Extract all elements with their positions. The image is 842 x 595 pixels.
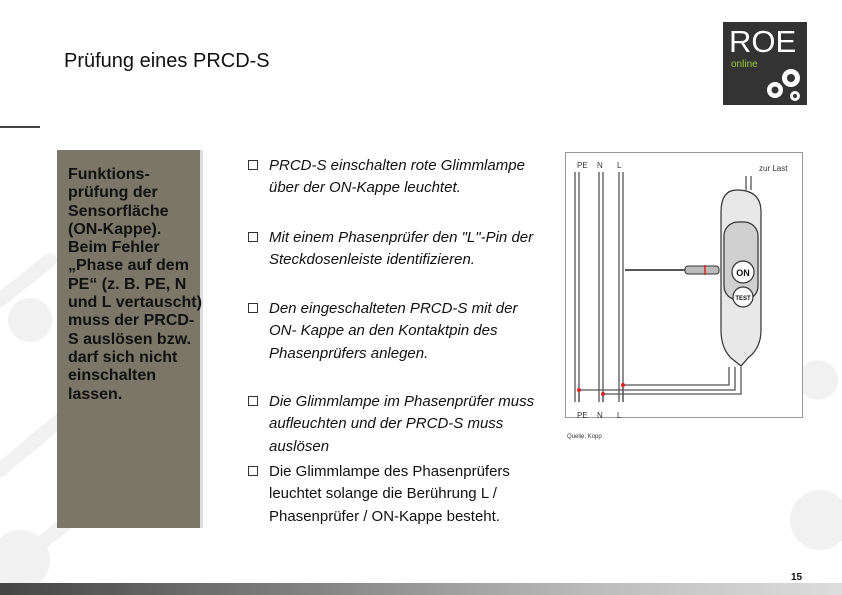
page-number: 15 [791, 572, 803, 583]
gear-cluster-icon [761, 60, 805, 104]
label-l-top: L [617, 161, 622, 170]
sidebox-text: Funktions-prüfung der Sensorfläche (ON-Kappe). Beim Fehler „Phase auf dem PE“ (z. B. PE, N und L vertauscht) muss der PRCD-S auslösen bzw. darf sich nicht einschalten lassen. [68, 166, 202, 403]
logo-main-text: ROE [729, 24, 797, 59]
roe-online-logo [723, 22, 807, 105]
test-button-label: TEST [735, 296, 751, 302]
label-l-bottom: L [617, 411, 622, 420]
checkbox-bullet-icon [248, 466, 258, 476]
checkbox-bullet-icon [248, 160, 258, 170]
label-load: zur Last [759, 164, 788, 173]
list-item [248, 155, 539, 200]
list-item [248, 298, 524, 365]
checkbox-bullet-icon [248, 303, 258, 313]
diagram-source: Quelle: Kopp [567, 434, 602, 440]
on-button-label: ON [736, 268, 750, 278]
list-item [248, 227, 534, 272]
list-item-text: Die Glimmlampe des Phasenprüfers leuchtet solange die Berührung L / Phasenprüfer / ON-Kappe besteht. [269, 463, 510, 525]
list-item-text: Mit einem Phasenprüfer den "L"-Pin der Steckdosenleiste identifizieren. [269, 229, 534, 269]
slide-title: Prüfung eines PRCD-S [64, 50, 270, 72]
label-n-bottom: N [597, 411, 603, 420]
logo-sub-text: online [731, 59, 758, 70]
title-divider [0, 126, 40, 128]
info-sidebox [57, 150, 203, 528]
prcd-s-wiring-diagram [565, 152, 803, 442]
checkbox-bullet-icon [248, 232, 258, 242]
label-pe-bottom: PE [577, 411, 588, 420]
list-item-text: Die Glimmlampe im Phasenprüfer muss aufleuchten und der PRCD-S muss auslösen [269, 393, 535, 455]
label-pe-top: PE [577, 161, 588, 170]
list-item-text: Den eingeschalteten PRCD-S mit der ON- Kappe an den Kontaktpin des Phasenprüfers anlegen. [269, 300, 518, 362]
list-item [248, 391, 539, 458]
label-n-top: N [597, 161, 603, 170]
checkbox-bullet-icon [248, 396, 258, 406]
list-item-text: PRCD-S einschalten rote Glimmlampe über der ON-Kappe leuchtet. [269, 157, 525, 197]
list-item [248, 461, 539, 528]
footer-band [0, 583, 842, 595]
